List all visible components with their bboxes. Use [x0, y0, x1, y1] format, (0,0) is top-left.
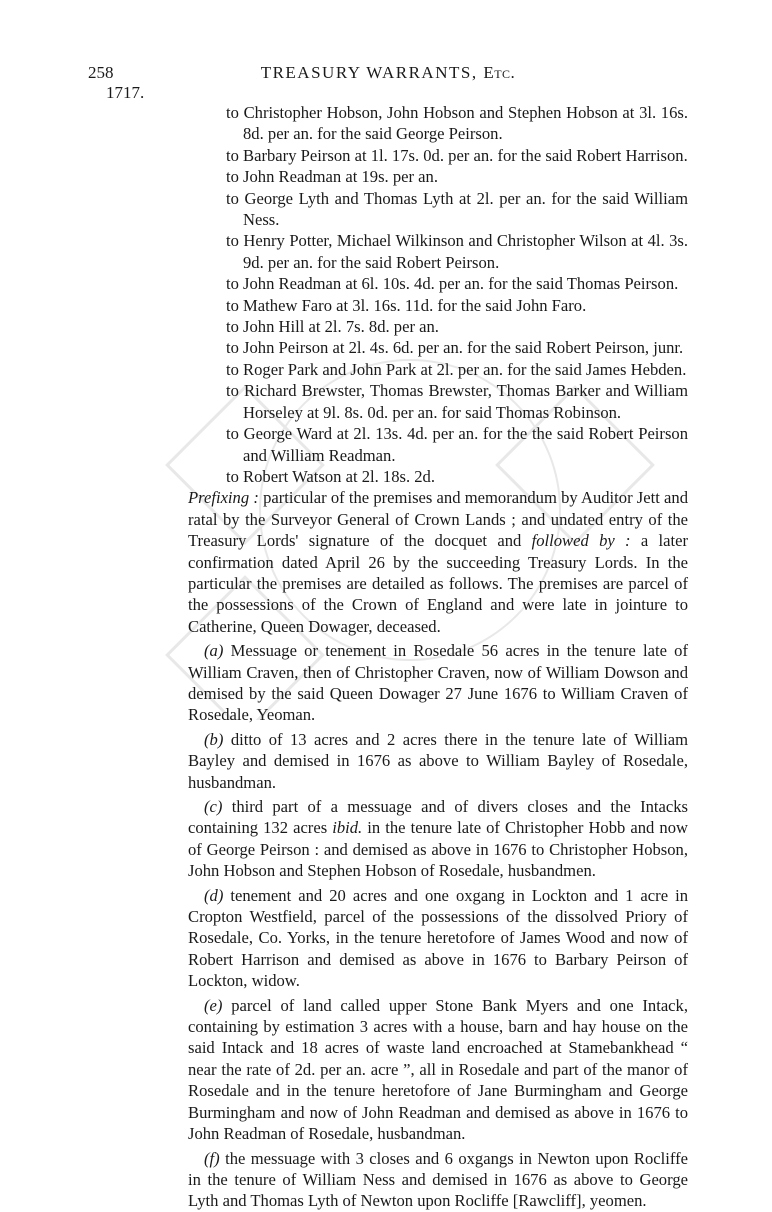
- item-text: ditto of 13 acres and 2 acres there in the tenure late of William Bayley and demised in 1676 as above to William Bayley of Rosedale, husbandman.: [188, 729, 688, 792]
- item-d: [188, 885, 688, 992]
- recipient-entry: to Barbary Peirson at 1l. 17s. 0d. per an. for the said Robert Harrison.: [226, 145, 688, 165]
- prefixing-followed: followed by :: [531, 531, 631, 551]
- prefixing-text-a: particular of the premises and memorandum by Auditor Jett and ratal by the Surveyor General of Crown Lands ; and undated entry of the Treasury Lords' signature of the docquet and: [188, 488, 689, 551]
- item-text: parcel of land called upper Stone Bank Myers and one Intack, containing by estimation 3 acres with a house, barn and hay house on the said Intack and 18 acres of waste land encroached at Stamebankhead “ near the rate of 2d. per an. acre ”, all in Rosedale and part of the manor of Rosedale and in the tenure heretofore of Jane Burmingham and George Burmingham and now of John Readman and demised as above in 1676 to John Readman of Rosedale, husbandman.: [188, 995, 688, 1144]
- recipient-entry: to John Readman at 6l. 10s. 4d. per an. for the said Thomas Peirson.: [226, 274, 679, 294]
- recipient-entry: to Roger Park and John Park at 2l. per an. for the said James Hebden.: [226, 359, 687, 379]
- recipient-entry: to John Hill at 2l. 7s. 8d. per an.: [226, 317, 439, 337]
- item-text: the messuage with 3 closes and 6 oxgangs in Newton upon Rocliffe in the tenure of William Ness and demised in 1676 as above to George Lyth and Thomas Lyth of Newton upon Rocliffe [Rawcliff], yeomen.: [188, 1148, 688, 1211]
- item-text: Messuage or tenement in Rosedale 56 acres in the tenure late of William Craven, then of Christopher Craven, now of William Dowson and demised by the said Queen Dowager 27 June 1676 to William Craven of Rosedale, Yeoman.: [188, 641, 688, 725]
- item-ibid: ibid.: [332, 818, 363, 838]
- recipient-entry: to George Ward at 2l. 13s. 4d. per an. for the the said Robert Peirson and William Readman.: [226, 424, 688, 465]
- item-text: tenement and 20 acres and one oxgang in Lockton and 1 acre in Cropton Westfield, parcel of the possessions of the dissolved Priory of Rosedale, Co. Yorks, in the tenure heretofore of James Wood and now of Robert Harrison and demised as above in 1676 to Barbary Peirson of Lockton, widow.: [188, 885, 688, 991]
- page-header: [88, 62, 688, 86]
- document-body: [188, 102, 688, 1212]
- prefixing-paragraph: [188, 487, 688, 637]
- item-text: in the tenure late of Christopher Hobb and now of George Peirson : and demised as above in 1676 to Christopher Hobson, John Hobson and Stephen Hobson of Rosedale, husbandmen.: [188, 818, 688, 881]
- item-e: [188, 995, 688, 1145]
- margin-year: 1717.: [106, 83, 145, 102]
- recipient-entry: to Richard Brewster, Thomas Brewster, Thomas Barker and William Horseley at 9l. 8s. 0d. per an. for said Thomas Robinson.: [226, 381, 688, 422]
- item-label: (f): [204, 1148, 220, 1168]
- running-title: [88, 62, 688, 83]
- item-label: (c): [204, 797, 223, 816]
- item-b: [188, 729, 688, 793]
- item-c: [188, 796, 688, 882]
- item-f: [188, 1148, 688, 1212]
- recipient-entry: to Mathew Faro at 3l. 16s. 11d. for the said John Faro.: [226, 295, 587, 315]
- recipient-entry: to George Lyth and Thomas Lyth at 2l. per an. for the said William Ness.: [226, 188, 688, 230]
- item-text: third part of a messuage and of divers closes and the Intacks containing 132 acres: [188, 797, 688, 838]
- recipient-list: [226, 102, 688, 487]
- running-title-etc: Etc.: [483, 63, 516, 82]
- item-label: (e): [204, 995, 223, 1015]
- recipient-entry: to Christopher Hobson, John Hobson and Stephen Hobson at 3l. 16s. 8d. per an. for the said George Peirson.: [226, 103, 688, 144]
- page-number: 258: [88, 63, 114, 82]
- recipient-entry: to Henry Potter, Michael Wilkinson and Christopher Wilson at 4l. 3s. 9d. per an. for the said Robert Peirson.: [226, 231, 688, 272]
- recipient-entry: to John Peirson at 2l. 4s. 6d. per an. for the said Robert Peirson, junr.: [226, 338, 684, 358]
- item-a: [188, 640, 688, 726]
- running-title-main: TREASURY WARRANTS,: [260, 63, 478, 82]
- recipient-entry: to John Readman at 19s. per an.: [226, 167, 438, 187]
- prefixing-lead: Prefixing :: [188, 488, 259, 508]
- recipient-entry: to Robert Watson at 2l. 18s. 2d.: [226, 466, 435, 486]
- item-label: (a): [204, 641, 224, 661]
- item-label: (d): [204, 885, 224, 905]
- prefixing-text-b: a later confirmation dated April 26 by the succeeding Treasury Lords. In the particular the premises are detailed as follows. The premises are parcel of the possessions of the Crown of England and were late in jointure to Catherine, Queen Dowager, deceased.: [188, 531, 689, 636]
- item-label: (b): [204, 729, 224, 749]
